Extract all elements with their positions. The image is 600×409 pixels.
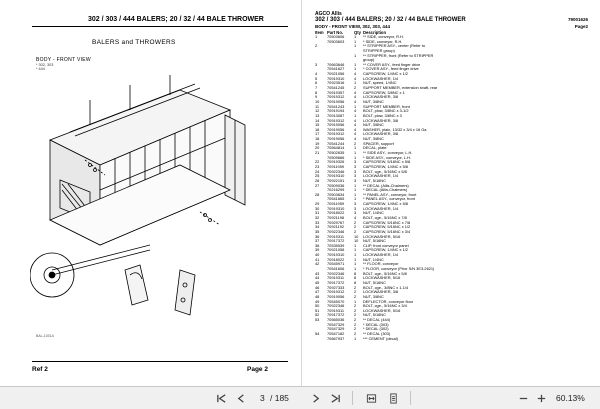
- cell-description: ** STRIPPER, front (Refer to STRIPPER: [363, 52, 434, 58]
- cell-qty: 4: [354, 98, 357, 104]
- cell-part-number: 70919310: [327, 252, 345, 258]
- cell-qty: 4: [354, 75, 357, 81]
- view-note: * 444: [36, 67, 45, 71]
- cell-qty: 1: [354, 112, 357, 118]
- cell-item: 48: [315, 293, 320, 299]
- toolbar-divider: [410, 391, 411, 405]
- cell-qty: 3: [354, 210, 357, 216]
- cell-qty: 1: [354, 247, 357, 253]
- cell-item: 1: [315, 34, 318, 39]
- cell-qty: 4: [354, 126, 357, 132]
- cell-part-number: 70919056: [327, 293, 345, 299]
- cell-qty: 3: [354, 205, 357, 211]
- cell-description: LOCKWASHER, 5/16: [363, 307, 401, 313]
- cell-qty: 3: [354, 177, 357, 183]
- cell-description: CAPSCREW, 5/16NC x 3/4: [363, 228, 411, 234]
- cell-part-number: 70541627: [327, 66, 345, 72]
- cell-description: BOLT, cge., 5/16NC x 5/8: [363, 168, 407, 174]
- cell-qty: 1: [354, 150, 357, 156]
- cell-part-number: 70541665: [327, 196, 345, 202]
- zoom-in-icon[interactable]: [532, 389, 550, 407]
- cell-description: ** DECAL (Allis-Chalmers): [363, 182, 409, 188]
- cell-qty: 4: [354, 214, 357, 220]
- cell-part-number: 70919310: [327, 75, 345, 81]
- cell-part-number: 70919056: [327, 98, 345, 104]
- cell-item: 6: [315, 80, 318, 86]
- cell-item: 28: [315, 191, 320, 197]
- parts-row: [315, 337, 595, 342]
- cell-item: 3: [315, 61, 318, 67]
- cell-description: LOCKWASHER, 1/4: [363, 205, 399, 211]
- cell-description: BOLT, cge., 5/16NC x 7/8: [363, 214, 407, 220]
- cell-part-number: 70922346: [327, 270, 345, 276]
- cell-description: CAPSCREW, 1/4NC x 1/2: [363, 247, 408, 253]
- cell-item: 4: [315, 71, 318, 77]
- col-item: Item: [315, 30, 324, 35]
- cell-part-number: 70927333: [327, 284, 345, 290]
- right-page: [301, 0, 600, 386]
- cell-part-number: 70545070: [327, 298, 345, 304]
- last-page-icon[interactable]: [326, 389, 344, 407]
- cell-item: 32: [315, 214, 320, 220]
- cell-qty: 8: [354, 279, 357, 285]
- cell-item: 31: [315, 210, 320, 216]
- cell-description: NUT, 5/16NC: [363, 312, 386, 318]
- cell-part-number: 70919312: [327, 117, 345, 123]
- cell-part-number: 70919056: [327, 136, 345, 142]
- footer-page: Page 2: [247, 366, 268, 373]
- cell-qty: 2: [354, 293, 357, 299]
- cell-item: 54: [315, 331, 320, 336]
- cell-qty: 4: [354, 71, 357, 77]
- cell-part-number: 70918022: [327, 256, 345, 262]
- cell-qty: 1: [354, 298, 357, 304]
- cell-description: BOLT, cge., 5/16NC x 5/8: [363, 270, 407, 276]
- cell-description: SUPPORT MEMBER, front: [363, 103, 410, 109]
- cell-part-number: 70547182: [327, 331, 345, 336]
- cell-description: LOCKWASHER, 1/4: [363, 173, 399, 179]
- cell-description: CAPSCREW, 5/16NC x 1/2: [363, 224, 411, 230]
- cell-item: 13: [315, 112, 320, 118]
- cell-qty: 3: [354, 201, 357, 207]
- cell-item: 41: [315, 256, 320, 262]
- header-rule: [32, 26, 288, 27]
- cell-description: CAPSCREW, 3/8NC x 1: [363, 89, 405, 95]
- cell-part-number: 70918022: [327, 210, 345, 216]
- zoom-level[interactable]: 60.13%: [556, 393, 585, 403]
- cell-qty: 1: [354, 182, 357, 188]
- cell-item: 21: [315, 150, 320, 156]
- cell-part-number: 70541606: [327, 266, 345, 272]
- cell-qty: 1: [354, 52, 357, 58]
- cell-description: ** DECAL (444): [363, 317, 391, 323]
- cell-qty: 2: [354, 224, 357, 230]
- cell-qty: 2: [354, 289, 357, 295]
- cell-description: WASHER, plain, 13/32 x 3/4 x 16 Ga: [363, 126, 427, 132]
- cell-part-number: 70922346: [327, 228, 345, 234]
- cell-qty: 1: [354, 252, 357, 258]
- cell-qty: 1: [354, 266, 357, 272]
- cell-item: 27: [315, 182, 320, 188]
- cell-qty: 1: [354, 80, 357, 86]
- cell-part-number: 70503603: [327, 38, 345, 44]
- cell-qty: 4: [354, 122, 357, 128]
- cell-qty: 3: [354, 173, 357, 179]
- cell-description: LOCKWASHER, 5/16: [363, 233, 401, 239]
- cell-description: SUPPORT MEMBER, extension shaft, rear: [363, 85, 438, 91]
- cell-description: LOCKWASHER, 1/4: [363, 252, 399, 258]
- cell-qty: 1: [354, 154, 357, 160]
- cell-item: 51: [315, 307, 320, 313]
- page-label: Page2: [574, 24, 588, 29]
- cell-description: SPACER, support: [363, 140, 394, 146]
- cell-description: BOLT, plow, 3/8NC x 3-1/2: [363, 108, 409, 114]
- cell-item: 38: [315, 242, 320, 248]
- cell-description: NUT, 3/8NC: [363, 293, 384, 299]
- cell-qty: 10: [354, 233, 359, 239]
- cell-description: NUT, 3/8NC: [363, 98, 384, 104]
- view-note: * 302, 303: [36, 63, 54, 67]
- cell-part-number: 70565036: [327, 317, 345, 323]
- fit-width-icon[interactable]: [362, 389, 380, 407]
- cell-part-number: 70929767: [327, 219, 345, 225]
- cell-item: 52: [315, 312, 320, 318]
- cell-item: 42: [315, 261, 320, 267]
- cell-part-number: 70547329: [327, 326, 345, 332]
- cell-description: CAPSCREW, 5/16NC x 7/8: [363, 219, 411, 225]
- cell-item: 17: [315, 131, 320, 137]
- cell-part-number: 70922151: [327, 177, 345, 183]
- cell-item: 5: [315, 75, 318, 81]
- cell-qty: 2: [354, 317, 357, 323]
- cell-part-number: 70917372: [327, 279, 345, 285]
- cell-qty: 2: [354, 307, 357, 313]
- cell-qty: 1: [354, 43, 357, 49]
- cell-description: NUT, 5/16NC: [363, 279, 386, 285]
- cell-part-number: 70502635: [327, 150, 345, 156]
- cell-item: 22: [315, 159, 320, 165]
- cell-description: CAPSCREW, 1/4NC x 5/8: [363, 201, 408, 207]
- fit-page-icon[interactable]: [384, 389, 402, 407]
- cell-qty: 1: [354, 196, 357, 202]
- cell-qty: 1: [354, 242, 357, 248]
- cell-qty: 2: [354, 303, 357, 309]
- cell-description: BOLT, cge., 5/16NC x 3/4: [363, 303, 407, 309]
- cell-item: 34: [315, 224, 320, 230]
- cell-qty: 1: [354, 145, 357, 151]
- cell-item: 37: [315, 238, 320, 244]
- cell-part-number: 70503606: [327, 34, 345, 39]
- cell-part-number: 70509036: [327, 182, 345, 188]
- cell-part-number: 70503634: [327, 191, 345, 197]
- cell-qty: 2: [354, 326, 357, 332]
- cell-part-number: 70919310: [327, 205, 345, 211]
- cell-part-number: 70919326: [327, 159, 345, 165]
- cell-description: * PANEL ASY., conveyor, front: [363, 196, 415, 202]
- cell-qty: 1: [354, 187, 357, 193]
- toolbar-divider: [352, 391, 353, 405]
- brand-name: AGCO Allis: [315, 11, 342, 17]
- cell-part-number: 70923516: [327, 80, 345, 86]
- cell-part-number: 70921198: [327, 214, 345, 220]
- cell-part-number: 70919056: [327, 122, 345, 128]
- drawing-code: BAL-1031A: [36, 334, 54, 338]
- cell-item: 20: [315, 145, 320, 151]
- cell-item: 10: [315, 98, 320, 104]
- parts-list: [315, 35, 595, 341]
- footer-rule: [32, 361, 288, 362]
- cell-item: 15: [315, 122, 320, 128]
- cell-qty: 4: [354, 136, 357, 142]
- cell-description: ** COVER ASY., feed finger drive: [363, 61, 421, 67]
- cell-item: 47: [315, 289, 320, 295]
- cell-item: 40: [315, 252, 320, 258]
- exploded-parts-diagram: [30, 70, 270, 345]
- cell-qty: 2: [354, 312, 357, 318]
- cell-item: 44: [315, 275, 320, 281]
- cell-qty: 1: [354, 261, 357, 267]
- cell-item: 53: [315, 317, 320, 323]
- cell-description: NUT, 5/16NC: [363, 177, 386, 183]
- cell-description: NUT, 5/16NC: [363, 238, 386, 244]
- cell-item: 33: [315, 219, 320, 225]
- cell-part-number: 70913087: [327, 112, 345, 118]
- cell-part-number: 70663646: [327, 61, 345, 67]
- cell-description: LOCKWASHER, 3/8: [363, 289, 399, 295]
- document-number: 79001626: [567, 17, 588, 22]
- cell-qty: 8: [354, 275, 357, 281]
- cell-description: LOCKWASHER, 1/4: [363, 75, 399, 81]
- cell-item: 18: [315, 136, 320, 142]
- cell-part-number: 70911959: [327, 163, 345, 169]
- cell-description: ** SIDE, conveyor, R.H.: [363, 34, 404, 39]
- cell-description: LOCKWASHER, 3/8: [363, 94, 399, 100]
- cell-qty: 1: [354, 61, 357, 67]
- cell-qty: 1: [354, 256, 357, 262]
- cell-description: DEFLECTOR, conveyor floor: [363, 298, 414, 304]
- cell-description: ** SIDE ASY., conveyor, L.H.: [363, 150, 413, 156]
- footer-ref: Ref 2: [32, 366, 48, 373]
- cell-item: 14: [315, 117, 320, 123]
- cell-item: 19: [315, 140, 320, 146]
- cell-qty: 4: [354, 117, 357, 123]
- cell-part-number: 70922346: [327, 303, 345, 309]
- cell-description: ** STRIPPER ASY., center (Refer to: [363, 43, 425, 49]
- cell-qty: 1: [354, 103, 357, 109]
- parts-list-subtitle: BODY - FRONT VIEW, 302, 303, 444: [315, 24, 390, 29]
- cell-description: LOCKWASHER, 3/8: [363, 131, 399, 137]
- cell-part-number: 70919194: [327, 108, 345, 114]
- cell-part-number: 70919311: [327, 233, 345, 239]
- cell-part-number: 70922346: [327, 168, 345, 174]
- cell-qty: 3: [354, 159, 357, 165]
- cell-part-number: 70541243: [327, 103, 345, 109]
- cell-part-number: 70545971: [327, 261, 345, 267]
- cell-description: * SIDE ASY., conveyor, L.H.: [363, 154, 411, 160]
- cell-description: * FLOOR, conveyor (Prior S/N 3E3-2621): [363, 266, 435, 272]
- cell-part-number: 70921056: [327, 71, 345, 77]
- col-desc: Description: [363, 30, 387, 35]
- cell-item: 46: [315, 284, 320, 290]
- cell-part-number: 70919312: [327, 131, 345, 137]
- cell-description: NUT, 1/4NC: [363, 256, 384, 262]
- cell-part-number: 70564814: [327, 145, 345, 151]
- current-page-number[interactable]: 3: [260, 393, 265, 403]
- cell-description: *** CEMENT (decal): [363, 335, 398, 341]
- cell-description: * COVER ASY., feed finger drive: [363, 66, 419, 72]
- cell-item: 23: [315, 163, 320, 169]
- cell-description: CAPSCREW, 1/4NC x 1/2: [363, 71, 408, 77]
- cell-item: 36: [315, 233, 320, 239]
- cell-description: ** PANEL ASY., conveyor, front: [363, 191, 417, 197]
- cell-part-number: 70917372: [327, 238, 345, 244]
- cell-description: * DECAL (302): [363, 326, 389, 332]
- col-qty: Qty: [354, 30, 361, 35]
- cell-part-number: 70921192: [327, 224, 345, 230]
- zoom-out-icon[interactable]: [514, 389, 532, 407]
- page-header-title: 302 / 303 / 444 BALERS; 20 / 32 / 44 BALE THROWER: [88, 16, 264, 23]
- cell-item: 26: [315, 177, 320, 183]
- cell-qty: 2: [354, 321, 357, 327]
- cell-qty: 2: [354, 219, 357, 225]
- col-part: Part No.: [327, 30, 344, 35]
- cell-part-number: 70509666: [327, 154, 345, 160]
- cell-qty: 2: [354, 228, 357, 234]
- cell-item: 43: [315, 270, 320, 276]
- cell-part-number: 70911959: [327, 201, 345, 207]
- cell-part-number: 70919357: [327, 89, 345, 95]
- cell-item: 49: [315, 298, 320, 304]
- left-page: [0, 0, 300, 386]
- cell-item: 45: [315, 279, 320, 285]
- total-pages: / 185: [270, 393, 289, 403]
- cell-part-number: 70541245: [327, 85, 345, 91]
- view-title: BODY - FRONT VIEW: [36, 57, 91, 63]
- cell-part-number: 70919056: [327, 126, 345, 132]
- cell-item: 9: [315, 94, 318, 100]
- cell-description: NUT, speed, 1/4NC: [363, 80, 397, 86]
- cell-description: NUT, 3/8NC: [363, 136, 384, 142]
- cell-qty: 2: [354, 284, 357, 290]
- cell-description: LOCKWASHER, 5/16: [363, 275, 401, 281]
- cell-qty: 10: [354, 238, 359, 244]
- prev-page-icon[interactable]: [232, 389, 250, 407]
- cell-qty: 1: [354, 66, 357, 72]
- cell-description: STRIPPER group): [363, 47, 395, 53]
- cell-qty: 1: [354, 335, 357, 341]
- cell-item: 29: [315, 201, 320, 207]
- cell-item: 30: [315, 205, 320, 211]
- cell-part-number: 70919310: [327, 173, 345, 179]
- cell-qty: 3: [354, 168, 357, 174]
- cell-item: 24: [315, 168, 320, 174]
- cell-qty: 1: [354, 34, 357, 39]
- next-page-icon[interactable]: [306, 389, 324, 407]
- cell-part-number: 70216299: [327, 187, 345, 193]
- cell-description: LOCKWASHER, 3/8: [363, 117, 399, 123]
- first-page-icon[interactable]: [212, 389, 230, 407]
- cell-description: * DECAL (Allis-Chalmers): [363, 187, 408, 193]
- cell-item: 25: [315, 173, 320, 179]
- cell-item: 11: [315, 103, 320, 109]
- cell-description: * SIDE, conveyor, R.H.: [363, 38, 403, 44]
- cell-description: NUT, 3/8NC: [363, 122, 384, 128]
- cell-description: CAPSCREW, 5/16NC x 5/8: [363, 159, 411, 165]
- cell-description: group): [363, 57, 375, 63]
- cell-qty: 8: [354, 270, 357, 276]
- cell-description: NUT, 1/4NC: [363, 210, 384, 216]
- parts-list-title: 302 / 303 / 444 BALERS; 20 / 32 / 44 BALE THROWER: [315, 17, 466, 23]
- cell-item: 12: [315, 108, 320, 114]
- cell-description: CAPSCREW, 1/4NC x 5/8: [363, 163, 408, 169]
- cell-description: CLIP, front conveyor panel: [363, 242, 409, 248]
- cell-part-number: 70541244: [327, 140, 345, 146]
- cell-qty: 4: [354, 89, 357, 95]
- cell-item: 7: [315, 85, 318, 91]
- cell-item: 35: [315, 228, 320, 234]
- cell-item: 8: [315, 89, 318, 95]
- cell-part-number: 70919311: [327, 275, 345, 281]
- cell-part-number: 70535539: [327, 242, 345, 248]
- cell-qty: 2: [354, 331, 357, 336]
- cell-part-number: 70919312: [327, 289, 345, 295]
- cell-description: ** FLOOR, conveyor: [363, 261, 399, 267]
- cell-item: 50: [315, 303, 320, 309]
- section-title: BALERS and THROWERS: [92, 39, 176, 46]
- cell-item: 2: [315, 43, 318, 49]
- cell-qty: 4: [354, 108, 357, 114]
- cell-part-number: 70919312: [327, 94, 345, 100]
- cell-part-number: 70547329: [327, 321, 345, 327]
- cell-part-number: 70917372: [327, 312, 345, 318]
- cell-qty: 2: [354, 140, 357, 146]
- cell-qty: 1: [354, 191, 357, 197]
- cell-part-number: 70921058: [327, 247, 345, 253]
- viewer-status-bar: [0, 386, 600, 409]
- cell-part-number: 70919311: [327, 307, 345, 313]
- cell-qty: 3: [354, 163, 357, 169]
- cell-description: DECAL, plate: [363, 145, 387, 151]
- cell-item: 16: [315, 126, 320, 132]
- cell-item: 39: [315, 247, 320, 253]
- cell-qty: 4: [354, 94, 357, 100]
- cell-description: BOLT, plow, 3/8NC x 3: [363, 112, 402, 118]
- cell-description: * DECAL (303): [363, 321, 389, 327]
- cell-description: ** DECAL (303): [363, 331, 391, 336]
- cell-qty: 4: [354, 131, 357, 137]
- cell-qty: 2: [354, 85, 357, 91]
- cell-description: BOLT, cge., 3/8NC x 1-1/4: [363, 284, 409, 290]
- cell-qty: 1: [354, 38, 357, 44]
- cell-part-number: 70667937: [327, 335, 345, 341]
